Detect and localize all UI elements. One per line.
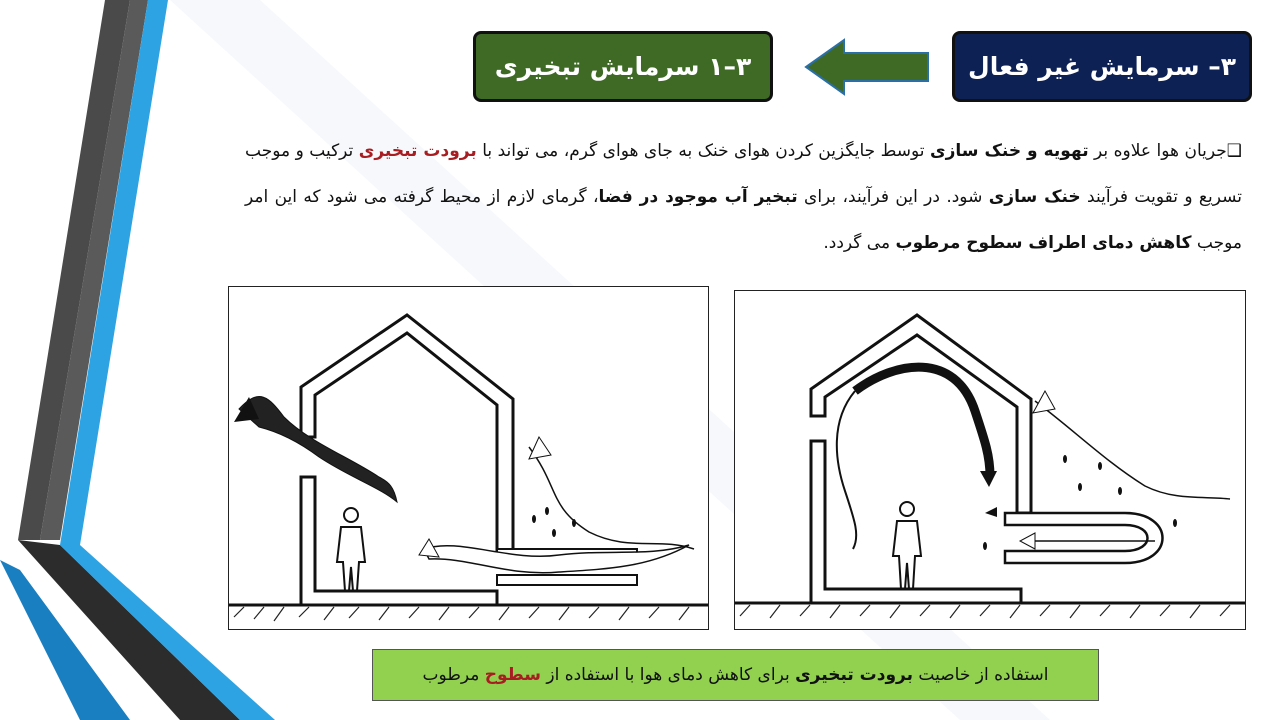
- title-sub: ۳–۱ سرمایش تبخیری: [494, 52, 752, 81]
- figure-right-house: [734, 290, 1246, 630]
- figure-caption: [372, 649, 1099, 701]
- caption-run: استفاده از خاصیت: [913, 665, 1049, 685]
- arrow-left-icon: [804, 38, 934, 96]
- text-run: ترکیب و موجب تسریع و تقویت فرآیند: [245, 141, 1242, 207]
- text-run: می گردد.: [823, 233, 896, 253]
- title-main-box: [952, 31, 1252, 102]
- text-run: شود. در این فرآیند، برای: [797, 187, 989, 207]
- title-main: ۳– سرمایش غیر فعال: [968, 52, 1236, 81]
- house-ventilation-illustration: [229, 287, 708, 629]
- caption-bold-term: برودت تبخیری: [795, 665, 914, 685]
- caption-red-term: سطوح: [484, 665, 541, 685]
- caption-run: برای کاهش دمای هوا با استفاده از: [540, 665, 796, 685]
- text-run: توسط جایگزین کردن هوای خنک به جای هوای گرم، می تواند با: [476, 141, 931, 161]
- text-run: جریان هوا علاوه بر: [1088, 141, 1227, 161]
- red-term: برودت تبخیری: [358, 141, 477, 161]
- bold-term: تبخیر آب موجود در فضا: [598, 187, 798, 207]
- bold-term: خنک سازی: [988, 187, 1081, 207]
- house-evaporative-illustration: [735, 291, 1245, 629]
- figure-left-house: [228, 286, 709, 630]
- body-paragraph: [245, 128, 1242, 266]
- text-run: ، گرمای لازم از محیط گرفته می شود که این امر موجب: [245, 187, 1242, 253]
- bold-term: تهویه و خنک سازی: [930, 141, 1089, 161]
- caption-run: مرطوب: [422, 665, 485, 685]
- title-sub-box: [473, 31, 773, 102]
- bullet-marker: ❑: [1226, 141, 1242, 161]
- bold-term: کاهش دمای اطراف سطوح مرطوب: [895, 233, 1192, 253]
